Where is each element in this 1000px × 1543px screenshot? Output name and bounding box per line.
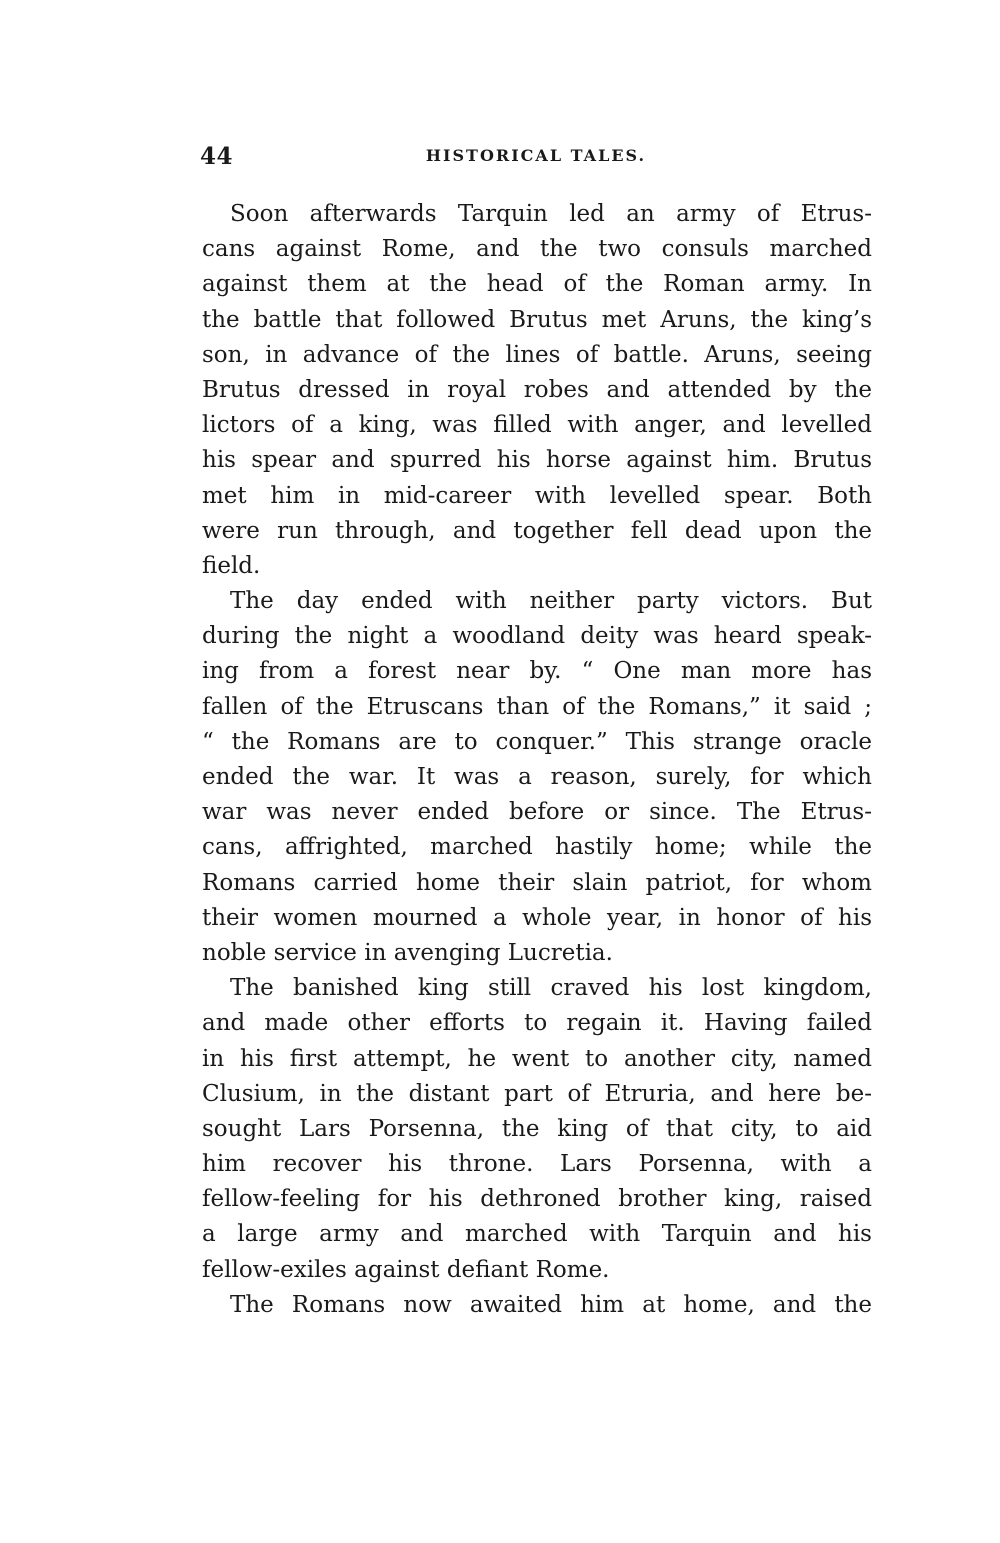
text-line: ing from a forest near by. “ One man more has xyxy=(202,658,872,685)
text-line: during the night a woodland deity was heard speak- xyxy=(202,623,872,650)
text-line: war was never ended before or since. The Etrus- xyxy=(202,799,872,826)
text-line: Clusium, in the distant part of Etruria, and here be- xyxy=(202,1080,872,1107)
text-line: a large army and marched with Tarquin and his xyxy=(202,1221,872,1248)
text-line: noble service in avenging Lucretia. xyxy=(202,939,613,966)
text-line: and made other efforts to regain it. Having failed xyxy=(202,1010,872,1037)
paragraph xyxy=(202,197,872,584)
text-line: field. xyxy=(202,552,261,579)
text-line: lictors of a king, was filled with anger, and levelled xyxy=(202,412,872,439)
text-line: in his first attempt, he went to another city, named xyxy=(202,1045,872,1072)
page-number: 44 xyxy=(200,143,234,170)
text-line: “ the Romans are to conquer.” This strange oracle xyxy=(202,728,872,755)
text-line: his spear and spurred his horse against him. Brutus xyxy=(202,447,872,474)
paragraph xyxy=(202,1288,872,1323)
text-line: him recover his throne. Lars Porsenna, with a xyxy=(202,1151,872,1178)
text-line: their women mourned a whole year, in honor of his xyxy=(202,904,872,931)
body-text xyxy=(202,197,872,1323)
text-line: ended the war. It was a reason, surely, for which xyxy=(202,764,872,790)
text-line: were run through, and together fell dead upon the xyxy=(202,517,872,544)
running-title: HISTORICAL TALES. xyxy=(425,146,647,165)
text-line: Romans carried home their slain patriot, for whom xyxy=(202,869,872,896)
text-line: met him in mid-career with levelled spear. Both xyxy=(202,482,872,509)
paragraph xyxy=(202,584,872,971)
text-line: The Romans now awaited him at home, and the xyxy=(230,1291,872,1318)
text-line: The banished king still craved his lost kingdom, xyxy=(230,975,872,1002)
text-line: sought Lars Porsenna, the king of that city, to aid xyxy=(202,1115,872,1142)
text-line: fallen of the Etruscans than of the Romans,” it said ; xyxy=(202,693,872,720)
text-line: son, in advance of the lines of battle. Aruns, seeing xyxy=(202,341,872,368)
text-line: cans, affrighted, marched hastily home; while the xyxy=(202,834,872,861)
text-line: Soon afterwards Tarquin led an army of Etrus- xyxy=(230,201,872,227)
text-line: fellow-feeling for his dethroned brother king, raised xyxy=(202,1186,872,1213)
text-line: cans against Rome, and the two consuls marched xyxy=(202,236,872,263)
text-line: fellow-exiles against defiant Rome. xyxy=(202,1256,610,1283)
text-line: Brutus dressed in royal robes and attended by the xyxy=(202,376,872,403)
text-line: against them at the head of the Roman army. In xyxy=(202,271,872,298)
text-line: the battle that followed Brutus met Aruns, the king’s xyxy=(202,306,872,333)
paragraph xyxy=(202,971,872,1288)
text-line: The day ended with neither party victors. But xyxy=(230,588,872,615)
page-header xyxy=(200,143,872,173)
